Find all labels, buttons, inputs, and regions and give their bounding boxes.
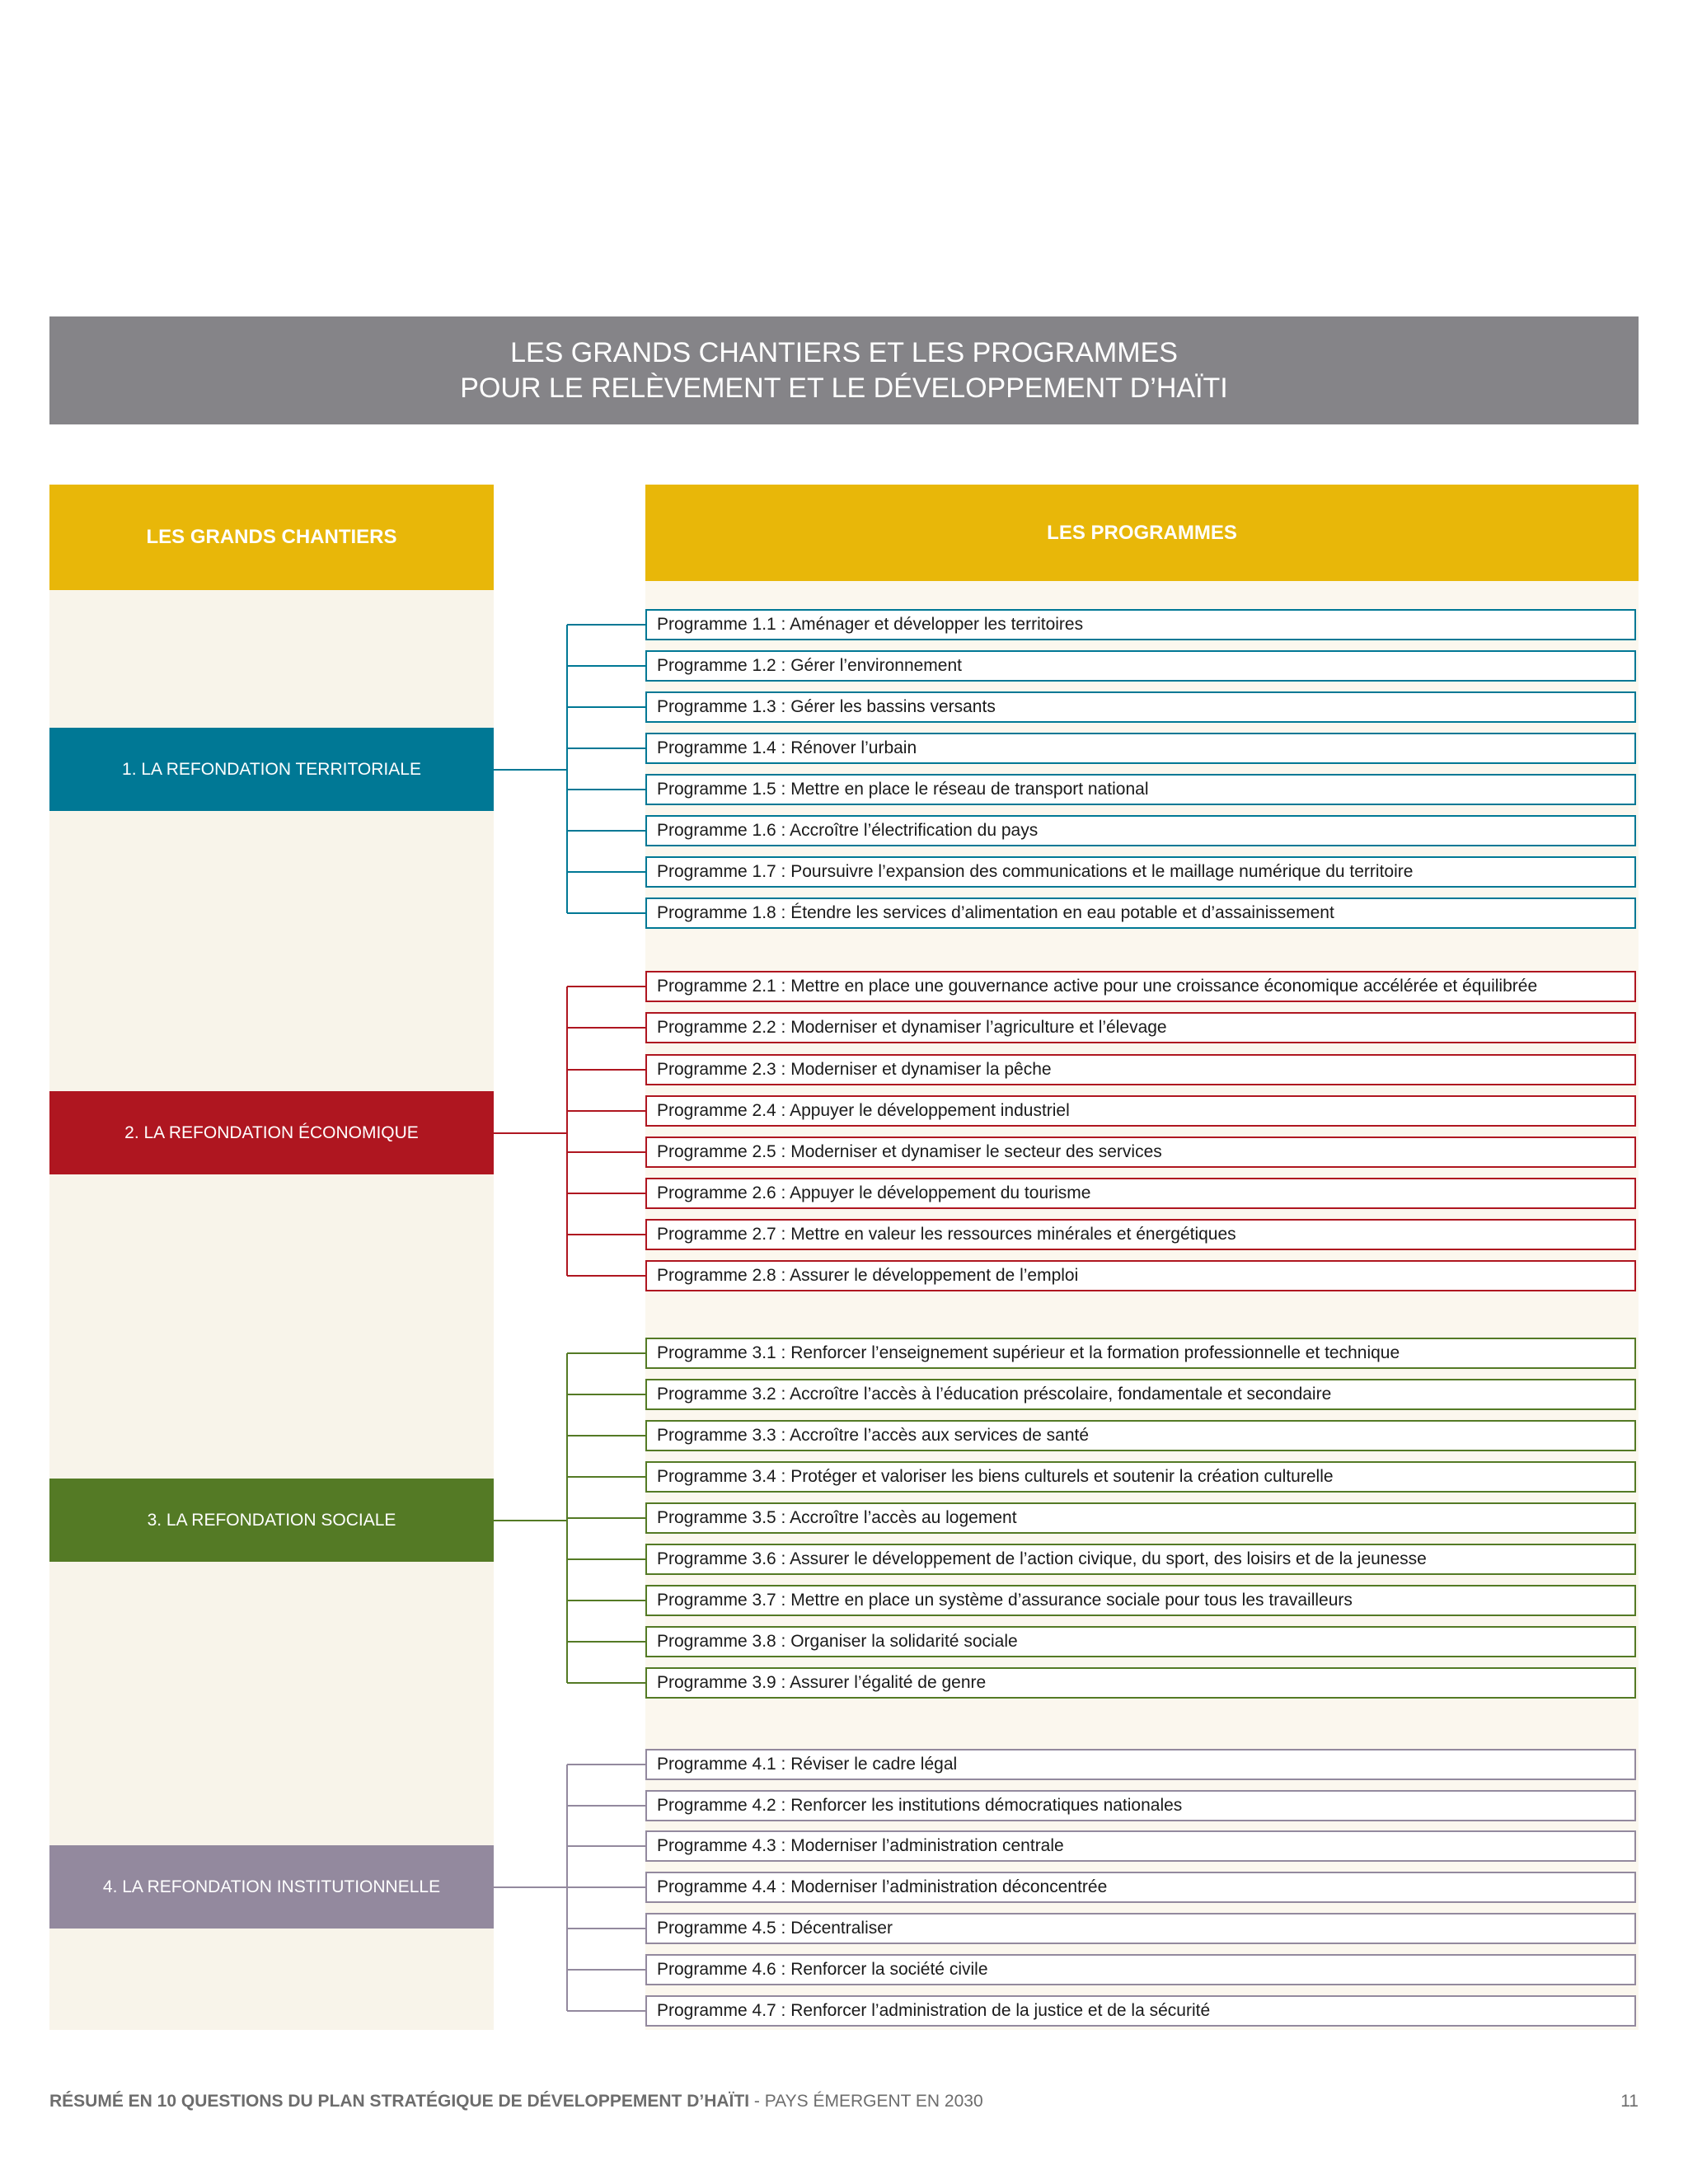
branch-line <box>567 1193 645 1194</box>
chantier-economique: 2. LA REFONDATION ÉCONOMIQUE <box>49 1091 494 1174</box>
programme-item: Programme 4.2 : Renforcer les institutions démocratiques nationales <box>645 1790 1636 1821</box>
branch-line <box>567 1476 645 1478</box>
programme-item: Programme 3.5 : Accroître l’accès au logement <box>645 1502 1636 1534</box>
branch-line <box>567 2010 645 2012</box>
branch-line <box>567 912 645 914</box>
programmes-header: LES PROGRAMMES <box>645 485 1639 581</box>
chantier-sociale: 3. LA REFONDATION SOCIALE <box>49 1479 494 1562</box>
bracket-territoriale <box>566 625 568 913</box>
footer-subtitle: PAYS ÉMERGENT EN 2030 <box>764 2092 983 2111</box>
branch-line <box>567 1805 645 1807</box>
programme-item: Programme 2.7 : Mettre en valeur les ressources minérales et énergétiques <box>645 1219 1636 1250</box>
chantiers-column-background <box>49 485 494 2030</box>
programme-item: Programme 1.7 : Poursuivre l’expansion des communications et le maillage numérique du territoire <box>645 856 1636 888</box>
programme-item: Programme 3.6 : Assurer le développement de l’action civique, du sport, des loisirs et de la jeunesse <box>645 1544 1636 1575</box>
branch-line <box>567 1027 645 1029</box>
branch-line <box>567 1928 645 1929</box>
page-banner <box>49 316 1639 424</box>
branch-line <box>567 1110 645 1112</box>
programme-item: Programme 1.5 : Mettre en place le réseau de transport national <box>645 774 1636 805</box>
bracket-economique <box>566 987 568 1276</box>
programme-item: Programme 4.1 : Réviser le cadre légal <box>645 1749 1636 1780</box>
branch-line <box>567 1151 645 1153</box>
branch-line <box>567 1234 645 1235</box>
programme-item: Programme 3.3 : Accroître l’accès aux services de santé <box>645 1420 1636 1451</box>
connector-territoriale <box>494 769 567 771</box>
page-number: 11 <box>1620 2092 1639 2111</box>
programme-item: Programme 3.2 : Accroître l’accès à l’éducation préscolaire, fondamentale et secondaire <box>645 1379 1636 1410</box>
branch-line <box>567 748 645 749</box>
programme-item: Programme 4.7 : Renforcer l’administration de la justice et de la sécurité <box>645 1995 1636 2027</box>
programme-item: Programme 3.7 : Mettre en place un système d’assurance sociale pour tous les travailleurs <box>645 1585 1636 1616</box>
footer-separator: - <box>749 2092 765 2111</box>
programme-item: Programme 2.6 : Appuyer le développement du tourisme <box>645 1178 1636 1209</box>
banner-line-1: LES GRANDS CHANTIERS ET LES PROGRAMMES <box>510 336 1178 368</box>
programme-item: Programme 3.1 : Renforcer l’enseignement supérieur et la formation professionnelle et technique <box>645 1338 1636 1369</box>
programme-item: Programme 2.1 : Mettre en place une gouvernance active pour une croissance économique accélérée et équilibrée <box>645 971 1636 1002</box>
programme-item: Programme 1.3 : Gérer les bassins versants <box>645 691 1636 723</box>
branch-line <box>567 1517 645 1519</box>
programme-item: Programme 2.3 : Moderniser et dynamiser la pêche <box>645 1054 1636 1085</box>
programme-item: Programme 2.5 : Moderniser et dynamiser le secteur des services <box>645 1137 1636 1168</box>
chantier-institutionnelle: 4. LA REFONDATION INSTITUTIONNELLE <box>49 1845 494 1929</box>
branch-line <box>567 1275 645 1277</box>
programme-item: Programme 3.8 : Organiser la solidarité sociale <box>645 1626 1636 1657</box>
branch-line <box>567 1558 645 1560</box>
chantiers-header: LES GRANDS CHANTIERS <box>49 485 494 590</box>
branch-line <box>567 1435 645 1436</box>
branch-line <box>567 1352 645 1354</box>
branch-line <box>567 1600 645 1601</box>
footer-title: RÉSUMÉ EN 10 QUESTIONS DU PLAN STRATÉGIQUE DE DÉVELOPPEMENT D’HAÏTI <box>49 2092 750 2111</box>
branch-line <box>567 1069 645 1071</box>
programme-item: Programme 4.3 : Moderniser l’administration centrale <box>645 1830 1636 1862</box>
programme-item: Programme 1.6 : Accroître l’électrification du pays <box>645 815 1636 846</box>
programme-item: Programme 4.4 : Moderniser l’administration déconcentrée <box>645 1872 1636 1903</box>
branch-line <box>567 1764 645 1765</box>
connector-sociale <box>494 1520 567 1521</box>
branch-line <box>567 706 645 708</box>
branch-line <box>567 789 645 790</box>
branch-line <box>567 1886 645 1888</box>
branch-line <box>567 1394 645 1395</box>
programme-item: Programme 2.2 : Moderniser et dynamiser l’agriculture et l’élevage <box>645 1012 1636 1043</box>
banner-line-2: POUR LE RELÈVEMENT ET LE DÉVELOPPEMENT D’HAÏTI <box>460 372 1228 404</box>
branch-line <box>567 1641 645 1643</box>
branch-line <box>567 1845 645 1847</box>
programme-item: Programme 1.8 : Étendre les services d’alimentation en eau potable et d’assainissement <box>645 898 1636 929</box>
branch-line <box>567 665 645 667</box>
programme-item: Programme 3.4 : Protéger et valoriser les biens culturels et soutenir la création culturelle <box>645 1461 1636 1493</box>
branch-line <box>567 830 645 832</box>
programme-item: Programme 1.2 : Gérer l’environnement <box>645 650 1636 682</box>
programme-item: Programme 2.8 : Assurer le développement de l’emploi <box>645 1260 1636 1291</box>
programme-item: Programme 3.9 : Assurer l’égalité de genre <box>645 1667 1636 1699</box>
programme-item: Programme 1.4 : Rénover l’urbain <box>645 733 1636 764</box>
connector-institutionnelle <box>494 1886 567 1888</box>
footer-text <box>49 2092 983 2111</box>
branch-line <box>567 1682 645 1684</box>
chantier-territoriale: 1. LA REFONDATION TERRITORIALE <box>49 728 494 811</box>
connector-economique <box>494 1132 567 1134</box>
programme-item: Programme 4.6 : Renforcer la société civile <box>645 1954 1636 1985</box>
programme-item: Programme 1.1 : Aménager et développer les territoires <box>645 609 1636 640</box>
branch-line <box>567 871 645 873</box>
branch-line <box>567 624 645 626</box>
branch-line <box>567 986 645 987</box>
branch-line <box>567 1969 645 1971</box>
programme-item: Programme 4.5 : Décentraliser <box>645 1913 1636 1944</box>
programme-item: Programme 2.4 : Appuyer le développement industriel <box>645 1095 1636 1127</box>
